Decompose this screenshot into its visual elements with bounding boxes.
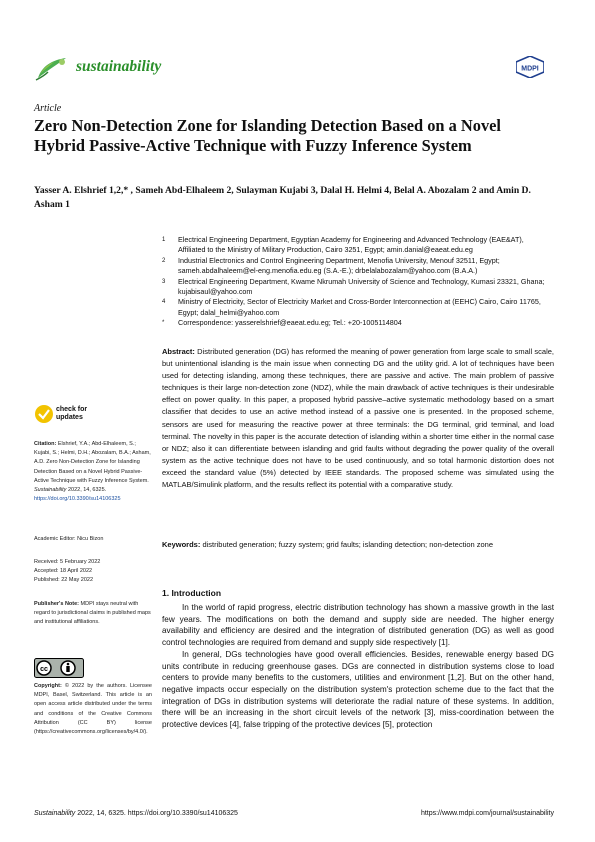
intro-body bbox=[162, 602, 554, 731]
abstract-label: Abstract: bbox=[162, 347, 195, 356]
abstract bbox=[162, 346, 554, 491]
published-date: Published: 22 May 2022 bbox=[34, 577, 94, 584]
keywords-label: Keywords: bbox=[162, 540, 201, 549]
copyright-block: Copyright: © 2022 by the authors. Licensee MDPI, Basel, Switzerland. This article is an open access article distributed under the terms and conditions of the Creative Commons Attribution (CC BY) license (https://creativecommons.org/licenses/by/4.0/). bbox=[34, 683, 152, 736]
footer-journal: Sustainability bbox=[34, 810, 76, 817]
check-updates-icon bbox=[34, 404, 54, 424]
footer-journal-url[interactable]: https://www.mdpi.com/journal/sustainability bbox=[420, 810, 554, 817]
citation-doi-link[interactable]: https://doi.org/10.3390/su14106325 bbox=[34, 496, 121, 503]
academic-editor: Academic Editor: Nicu Bizon bbox=[34, 536, 104, 542]
citation-block: Citation: Elshrief, Y.A.; Abd-Elhaleem, S.; Kujabi, S.; Helmi, D.H.; Abozalam, B.A.; Asham, A.D. Zero Non-Detection Zone for Islanding Detection Based on a Novel Hybrid Passive-Active Technique with Fuzzy Inference System. Sustainability 2022, 14, 6325. https://doi.org/10.3390/su14106325 bbox=[34, 441, 151, 503]
author-list: Yasser A. Elshrief 1,2,* , Sameh Abd-Elhaleem 2, Sulayman Kujabi 3, Dalal H. Helmi 4, Belal A. Abozalam 2 and Amin D. Asham 1 bbox=[34, 185, 531, 210]
check-updates-badge[interactable] bbox=[34, 404, 118, 424]
dates-block bbox=[34, 558, 152, 586]
page-footer bbox=[34, 810, 554, 817]
cc-by-license-icon[interactable] bbox=[34, 658, 84, 678]
journal-logo-icon bbox=[34, 52, 70, 82]
mdpi-logo-icon[interactable] bbox=[516, 56, 544, 78]
affiliation-2: 2 Industrial Electronics and Control Engineering Department, Menofia University, Menouf 32511, Egypt; sameh.abdalhaleem@el-eng.menofia.edu.eg (S.A.-E.); drbelalabozalam@yahoo.com (B.A.A.) bbox=[162, 255, 500, 276]
affiliation-3: 3 Electrical Engineering Department, Kwame Nkrumah University of Science and Technology, Kumasi 23321, Ghana; kujabisaul@yahoo.com bbox=[162, 276, 545, 297]
publisher-note: Publisher's Note: MDPI stays neutral with regard to jurisdictional claims in published maps and institutional affiliations. bbox=[34, 601, 151, 626]
keywords-text: distributed generation; fuzzy system; grid faults; islanding detection; non-detection zone bbox=[202, 540, 494, 549]
check-updates-label: check for updates bbox=[56, 406, 88, 421]
article-type: Article bbox=[34, 103, 62, 114]
paper-title: Zero Non-Detection Zone for Islanding Detection Based on a Novel Hybrid Passive-Active Technique with Fuzzy Inference System bbox=[34, 116, 501, 155]
section-heading: 1. Introduction bbox=[162, 588, 222, 598]
journal-name[interactable]: sustainability bbox=[76, 58, 162, 75]
accepted-date: Accepted: 18 April 2022 bbox=[34, 568, 93, 575]
keywords bbox=[162, 539, 554, 551]
abstract-text: Distributed generation (DG) has reformed the meaning of power generation from large scale to small scale, but unintentional islanding is the main issue when connecting DG and the utility grid. A lot of techniques have been used for detecting islanding, among these techniques, there are passive and active. The main problem of passive techniques is their large non-detection zone (NDZ), while the main drawback of active techniques is their undesirable effect on power quality. In this paper, a proposed hybrid passive–active systematic methodology based on a smart classifier that decides to use an active method instead of a passive one is presented. In the proposed scheme, sensors are used for measuring the reactive power at three terminals: the DG terminal, grid terminal, and load terminal. The novelty in this paper is the accurate detection of islanding within a shorter time either in the normal case or NDZ; also it can differentiate between islanding and grid faults without degrading the power quality of the overall system as the active technique does not have to be used continuously, and so total harmonic distortion does not exceed the standard value (5%) detected by IEEE standards. The proposed scheme was simulated using the MATLAB/Simulink platform, and the results reflect its potential with a comparative study. bbox=[162, 347, 554, 490]
affiliations bbox=[162, 235, 552, 329]
correspondence: * Correspondence: yasserelshrief@eaeat.edu.eg; Tel.: +20-1005114804 bbox=[162, 318, 402, 328]
svg-text:cc: cc bbox=[40, 666, 48, 673]
footer-citation: 2022, 14, 6325. https://doi.org/10.3390/su14106325 bbox=[77, 810, 238, 817]
affiliation-1: 1 Electrical Engineering Department, Egyptian Academy for Engineering and Advanced Technology (EAE&AT), Affiliated to the Ministry of Military Production, Cairo 3251, Egypt; amin.danial@eaeat.edu.eg bbox=[162, 235, 524, 255]
publisher-name: MDPI bbox=[521, 65, 539, 73]
affiliation-4: 4 Ministry of Electricity, Sector of Electricity Market and Cross-Border Interconnection at (EEHC) Cairo, Cairo 11765, Egypt; dalal_helmi@yahoo.com bbox=[162, 297, 541, 317]
paragraph: In general, DGs technologies have good overall efficiencies. Besides, renewable energy based DG units contribute in reducing greenhouse gases. DGs are connected in distribution systems close to load centers to provide many benefits to the customers, utilities and environment [1,2]. But on the other hand, negative impacts occur especially on the distribution system's protection scheme due to the fact that the integration of DGs in distribution systems will deteriorate the radial nature of these systems. In addition, there will be an increasing in the short circuit levels of the network [3], miss-coordination between the protective devices [4], false tripping of the protective devices [5], protection bbox=[162, 649, 554, 730]
received-date: Received: 5 February 2022 bbox=[34, 559, 101, 565]
paragraph: In the world of rapid progress, electric distribution technology has shown a massive growth in the last few years. The modifications on both the demand and supply side are needed. The higher energy availability and efficiency are desired and the integration of distributed generation (DG) as well as good control technologies are required from demand and supply side respectively [1]. bbox=[162, 603, 554, 648]
